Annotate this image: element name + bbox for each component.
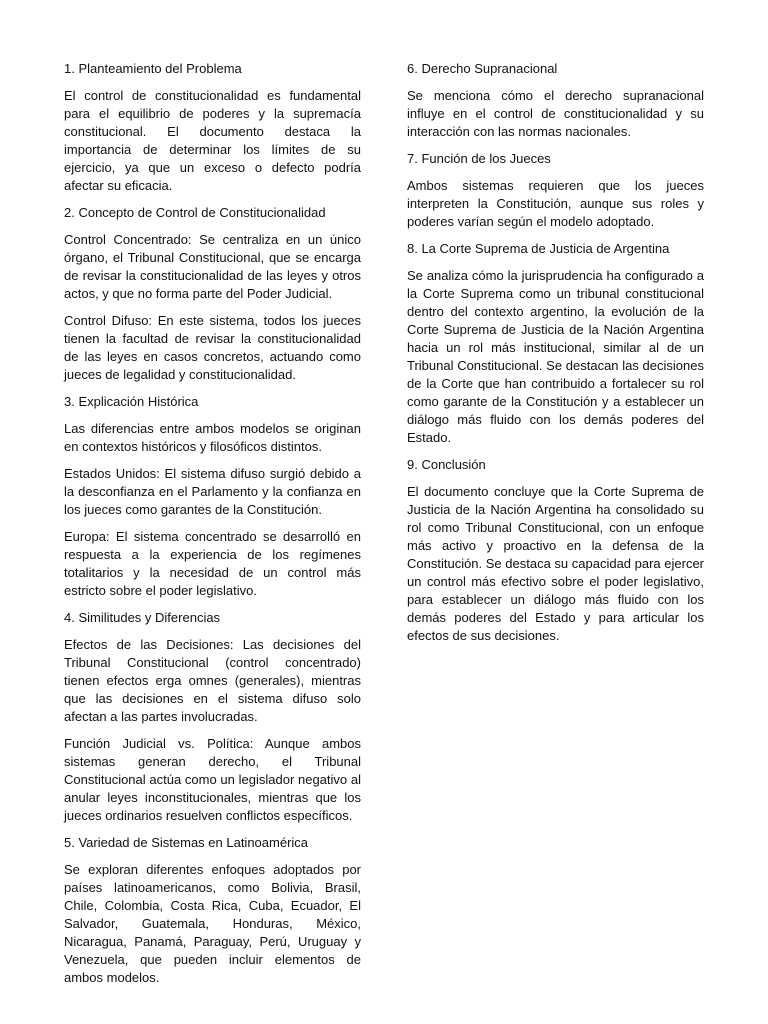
- supranacional-paragraph: Se menciona cómo el derecho supranacional influye en el control de constitucionalidad y su interacción con las normas nacionales.: [407, 88, 704, 139]
- control-concentrado-paragraph: Control Concentrado: Se centraliza en un único órgano, el Tribunal Constitucional, que se encarga de revisar la constitucionalidad de las leyes y otros actos, y que no forma parte del Poder Judicial.: [64, 232, 361, 301]
- section-heading-4: 4. Similitudes y Diferencias: [64, 610, 221, 625]
- funcion-jueces-paragraph: Ambos sistemas requieren que los jueces interpreten la Constitución, aunque sus roles y poderes varían según el modelo adoptado.: [407, 178, 704, 229]
- efectos-decisiones-paragraph: Efectos de las Decisiones: Las decisiones del Tribunal Constitucional (control concentrado) tienen efectos erga omnes (generales), mientras que las decisiones en el sistema difuso solo afectan a las partes involucradas.: [64, 637, 361, 724]
- section-heading-6: 6. Derecho Supranacional: [407, 61, 558, 76]
- conclusion-paragraph: El documento concluye que la Corte Suprema de Justicia de la Nación Argentina ha consolidado su rol como Tribunal Constitucional, con un enfoque más activo y proactivo en la defensa de la Constitución. Se destaca su capacidad para ejercer un control más efectivo sobre el poder legislativo, para establecer un diálogo más fluido con los demás poderes del Estado y para articular los efectos de sus decisiones.: [407, 484, 705, 643]
- control-difuso-paragraph: Control Difuso: En este sistema, todos los jueces tienen la facultad de revisar la constitucionalidad de las leyes en casos concretos, actuando como jueces de legalidad y constitucionalidad.: [64, 313, 361, 382]
- section-heading-2: 2. Concepto de Control de Constitucionalidad: [64, 205, 326, 220]
- europa-paragraph: Europa: El sistema concentrado se desarrolló en respuesta a la experiencia de los regímenes totalitarios y la necesidad de un control más estricto sobre el poder legislativo.: [64, 529, 361, 598]
- section-heading-8: 8. La Corte Suprema de Justicia de Argentina: [407, 241, 670, 256]
- historical-intro-paragraph: Las diferencias entre ambos modelos se originan en contextos históricos y filosóficos distintos.: [64, 421, 361, 454]
- estados-unidos-paragraph: Estados Unidos: El sistema difuso surgió debido a la desconfianza en el Parlamento y la confianza en los jueces como garantes de la Constitución.: [64, 466, 361, 517]
- section-heading-7: 7. Función de los Jueces: [407, 151, 551, 166]
- funcion-judicial-paragraph: Función Judicial vs. Política: Aunque ambos sistemas generan derecho, el Tribunal Constitucional actúa como un legislador negativo al anular leyes inconstitucionales, mientras que los jueces ordinarios resuelven conflictos específicos.: [64, 736, 361, 823]
- section-heading-3: 3. Explicación Histórica: [64, 394, 199, 409]
- right-column: [407, 60, 704, 654]
- left-column: [64, 60, 361, 996]
- section-heading-9: 9. Conclusión: [407, 457, 486, 472]
- latinoamerica-paragraph: Se exploran diferentes enfoques adoptados por países latinoamericanos, como Bolivia, Brasil, Chile, Colombia, Costa Rica, Cuba, Ecuador, El Salvador, Guatemala, Honduras, México, Nicaragua, Panamá, Paraguay, Perú, Uruguay y Venezuela, que pueden incluir elementos de ambos modelos.: [64, 862, 361, 985]
- section-1-paragraph: El control de constitucionalidad es fundamental para el equilibrio de poderes y la supremacía constitucional. El documento destaca la importancia de determinar los límites de su ejercicio, ya que un exceso o defecto podría afectar su eficacia.: [64, 88, 361, 193]
- section-heading-1: 1. Planteamiento del Problema: [64, 61, 242, 76]
- section-heading-5: 5. Variedad de Sistemas en Latinoamérica: [64, 835, 309, 850]
- corte-suprema-paragraph: Se analiza cómo la jurisprudencia ha configurado a la Corte Suprema como un tribunal constitucional dentro del contexto argentino, la evolución de la Corte Suprema de Justicia de la Nación Argentina hacia un rol más institucional, similar al de un Tribunal Constitucional. Se destacan las decisiones de la Corte que han contribuido a fortalecer su rol como garante de la Constitución y a establecer un diálogo más fluido con los demás poderes del Estado.: [407, 268, 704, 445]
